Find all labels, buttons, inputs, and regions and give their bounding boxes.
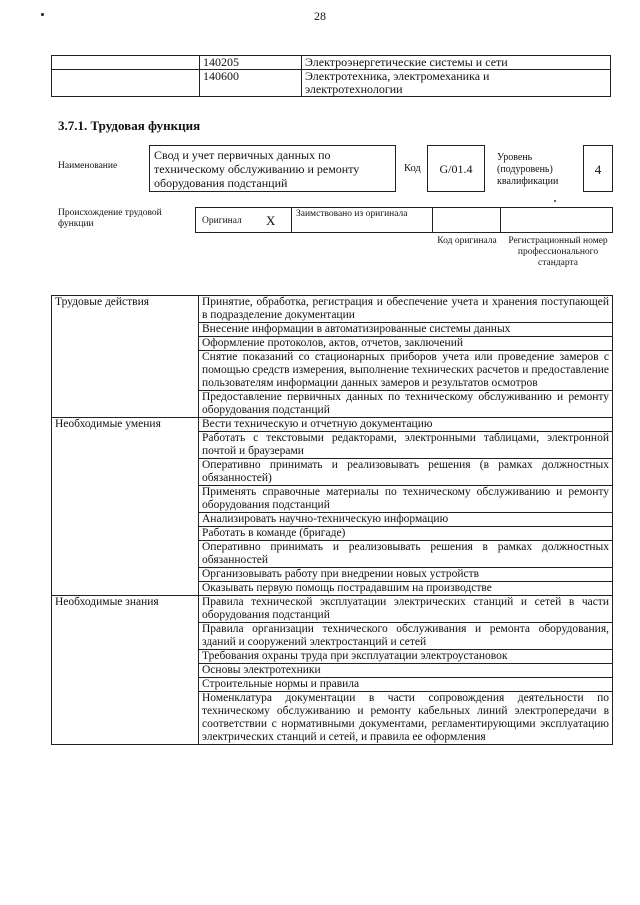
code-caption: Код оригинала — [437, 236, 497, 246]
table-cell: Вести техническую и отчетную документацию — [199, 418, 613, 432]
code-label: Код — [404, 163, 421, 174]
section-title: 3.7.1. Трудовая функция — [58, 118, 201, 133]
specialty-name: Электроэнергетические системы и сети — [302, 56, 611, 70]
original-label: Оригинал — [202, 216, 242, 226]
function-details-table — [51, 295, 613, 745]
function-name: Свод и учет первичных данных по техническому обслуживанию и ремонту оборудования подстанций — [154, 148, 360, 190]
table-cell: Анализировать научно-техническую информацию — [199, 513, 613, 527]
table-cell: Номенклатура документации в части сопровождения деятельности по техническому обслуживанию и ремонту кабельных линий электропередачи в соответствии с нормативными документами, регламентирующими эксплуатацию электрических станций и сетей, и правила ее оформления — [199, 692, 613, 745]
group-label-skills: Необходимые умения — [52, 418, 199, 596]
level-box — [583, 145, 613, 192]
reg-caption: Регистрационный номер профессионального стандарта — [508, 236, 608, 268]
origin-label: Происхождение трудовой функции — [58, 208, 162, 229]
table-cell: Применять справочные материалы по техническому обслуживанию и ремонту оборудования подстанций — [199, 486, 613, 513]
borrowed-box — [291, 207, 433, 233]
group-label-knowledge: Необходимые знания — [52, 596, 199, 745]
group-label-actions: Трудовые действия — [52, 296, 199, 418]
specialty-code: 140205 — [200, 56, 302, 70]
table-cell: Снятие показаний со стационарных приборов учета или проведение замеров с помощью средств измерения, выполнение технических расчетов и предоставление пользователям информации данных замеров и результатов осмотров — [199, 351, 613, 391]
table-row — [52, 296, 613, 323]
specialty-code: 140600 — [200, 70, 302, 97]
specialty-name: Электротехника, электромеханика и электротехнологии — [302, 70, 611, 97]
table-cell: Оформление протоколов, актов, отчетов, заключений — [199, 337, 613, 351]
table-cell: Предоставление первичных данных по техническому обслуживанию и ремонту оборудования подстанций — [199, 391, 613, 418]
scan-speck — [554, 200, 556, 202]
table-cell: Основы электротехники — [199, 664, 613, 678]
table-row — [52, 596, 613, 623]
function-code-box — [427, 145, 485, 192]
table-cell: Оперативно принимать и реализовывать решения в рамках должностных обязанностей — [199, 541, 613, 568]
original-mark: X — [266, 213, 276, 228]
original-box — [195, 207, 292, 233]
table-cell: Внесение информации в автоматизированные системы данных — [199, 323, 613, 337]
table-row — [52, 70, 611, 97]
original-code-box — [432, 207, 501, 233]
table-cell: Правила технической эксплуатации электрических станций и сетей в части оборудования подстанций — [199, 596, 613, 623]
table-cell: Правила организации технического обслуживания и ремонта оборудования, зданий и сооружений электростанций и сетей — [199, 623, 613, 650]
table-cell: Требования охраны труда при эксплуатации электроустановок — [199, 650, 613, 664]
table-row — [52, 56, 611, 70]
reg-number-box — [500, 207, 613, 233]
table-cell: Принятие, обработка, регистрация и обеспечение учета и хранения поступающей в подразделение документации — [199, 296, 613, 323]
table-cell: Организовывать работу при внедрении новых устройств — [199, 568, 613, 582]
empty-cell — [52, 70, 200, 97]
level-value: 4 — [594, 162, 602, 177]
level-label: Уровень (подуровень) квалификации — [497, 152, 559, 187]
table-cell: Строительные нормы и правила — [199, 678, 613, 692]
table-cell: Работать в команде (бригаде) — [199, 527, 613, 541]
table-cell: Работать с текстовыми редакторами, электронными таблицами, электронной почтой и браузерами — [199, 432, 613, 459]
table-cell: Оперативно принимать и реализовывать решения (в рамках должностных обязанностей) — [199, 459, 613, 486]
function-code: G/01.4 — [439, 162, 473, 176]
table-cell: Оказывать первую помощь пострадавшим на производстве — [199, 582, 613, 596]
table-row — [52, 418, 613, 432]
borrowed-label: Заимствовано из оригинала — [296, 209, 408, 219]
specialties-table — [51, 55, 611, 97]
empty-cell — [52, 56, 200, 70]
page-number: 28 — [314, 9, 326, 23]
name-label: Наименование — [58, 161, 118, 171]
function-name-box — [149, 145, 396, 192]
